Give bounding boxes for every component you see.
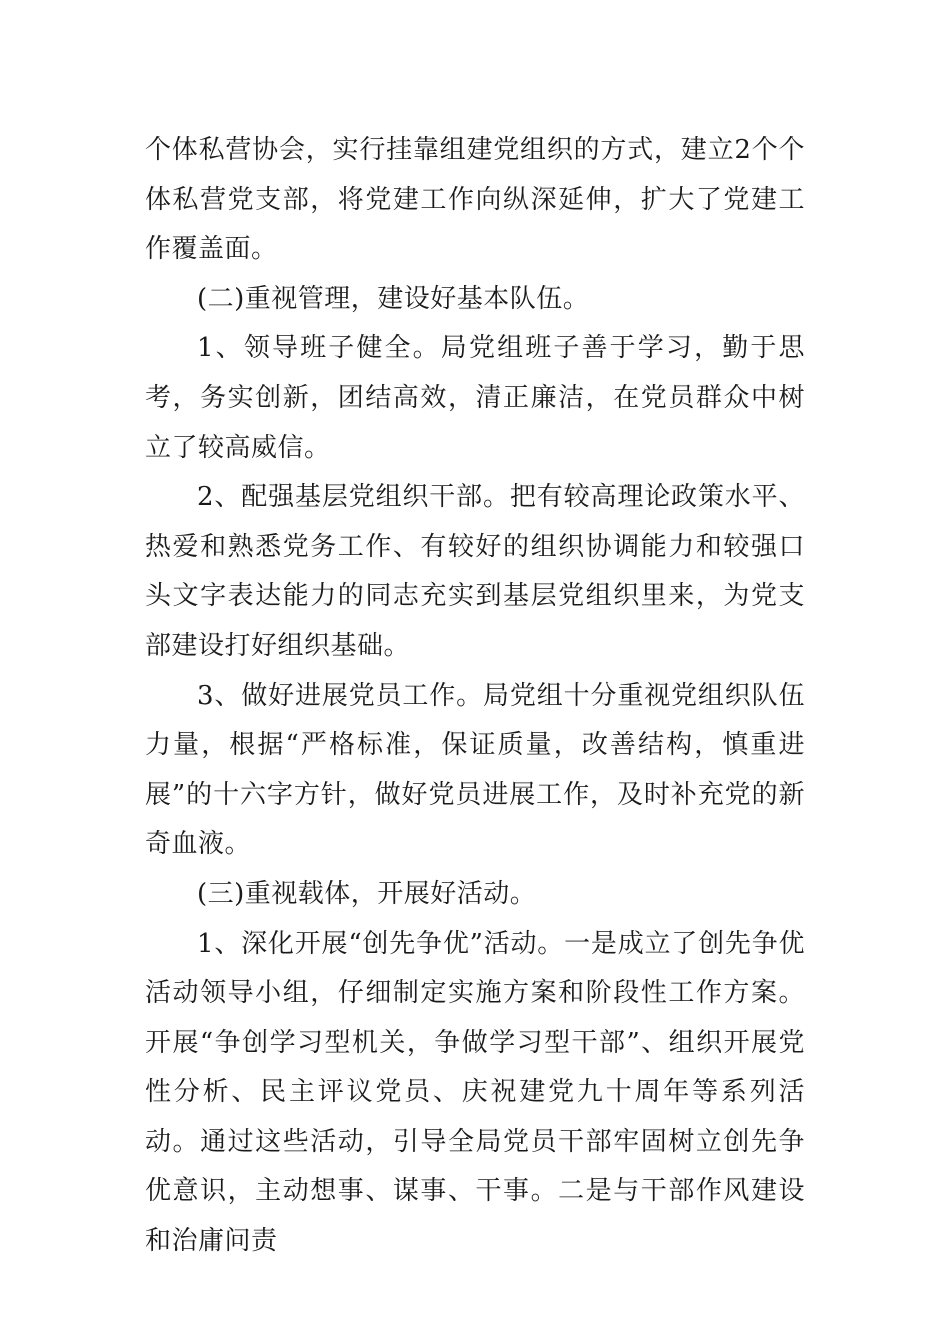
- document-body: [145, 126, 805, 1267]
- paragraph-leadership: 1、领导班子健全。局党组班子善于学习，勤于思考，务实创新，团结高效，清正廉洁，在党员群众中树立了较高威信。: [145, 333, 805, 463]
- paragraph-members: 3、做好进展党员工作。局党组十分重视党组织队伍力量，根据“严格标准，保证质量，改善结构，慎重进展”的十六字方针，做好党员进展工作，及时补充党的新奇血液。: [145, 680, 805, 860]
- paragraph-cadres: 2、配强基层党组织干部。把有较高理论政策水平、热爱和熟悉党务工作、有较好的组织协调能力和较强口头文字表达能力的同志充实到基层党组织里来，为党支部建设打好组织基础。: [145, 482, 805, 661]
- section-heading-two: (二)重视管理，建设好基本队伍。: [197, 283, 590, 314]
- paragraph-activities: 1、深化开展“创先争优”活动。一是成立了创先争优活动领导小组，仔细制定实施方案和阶段性工作方案。开展“争创学习型机关，争做学习型干部”、组织开展党性分析、民主评议党员、庆祝建党九十周年等系列活动。通过这些活动，引导全局党员干部牢固树立创先争优意识，主动想事、谋事、干事。二是与干部作风建设和治庸问责: [145, 928, 805, 1257]
- paragraph-continuation: 个体私营协会，实行挂靠组建党组织的方式，建立2个个体私营党支部，将党建工作向纵深延伸，扩大了党建工作覆盖面。: [145, 135, 805, 265]
- section-heading-three: (三)重视载体，开展好活动。: [197, 878, 537, 909]
